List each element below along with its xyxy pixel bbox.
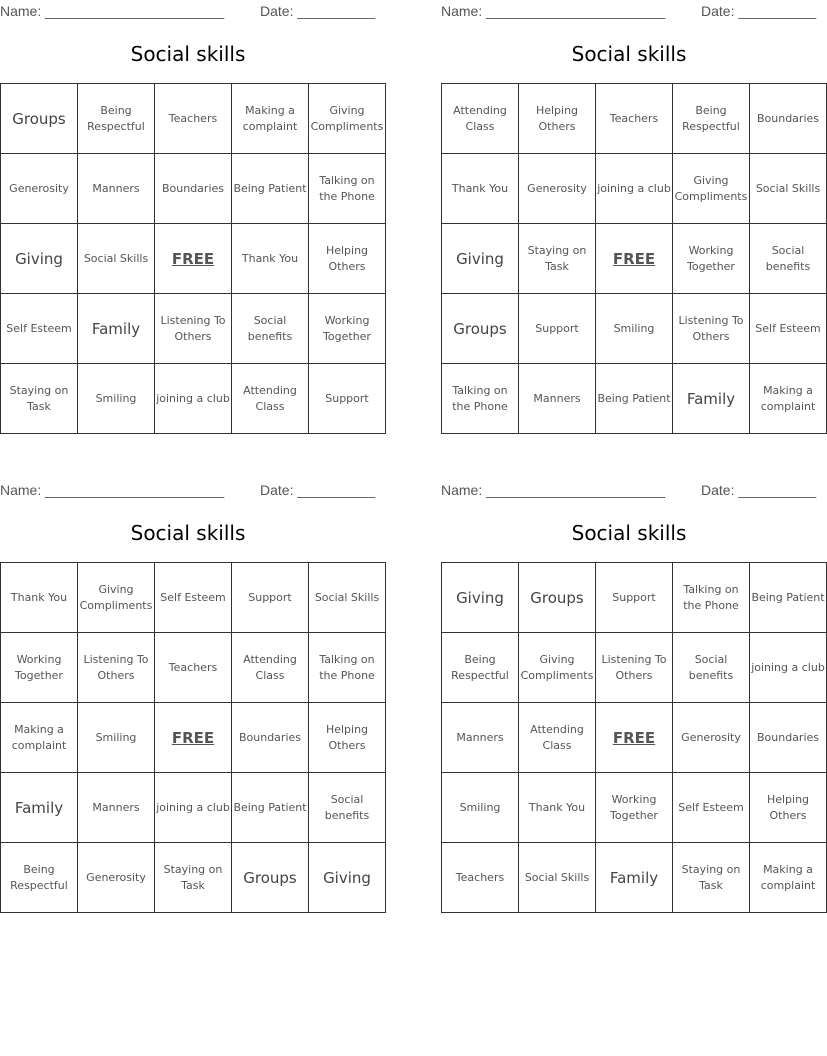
bingo-cell: Smiling (596, 294, 673, 364)
bingo-row (1, 84, 386, 154)
bingo-cell: Attending Class (519, 703, 596, 773)
bingo-cell: Social benefits (232, 294, 309, 364)
bingo-card (0, 0, 384, 436)
bingo-cell: Giving Compliments (519, 633, 596, 703)
card-title: Social skills (571, 42, 687, 66)
date-field: Date: __________ (260, 482, 376, 498)
bingo-row (442, 364, 827, 434)
name-date-line (441, 0, 817, 20)
bingo-cell: Manners (519, 364, 596, 434)
bingo-cell: Making a complaint (750, 843, 827, 913)
bingo-row (1, 364, 386, 434)
bingo-cell: Being Respectful (442, 633, 519, 703)
bingo-cell: Support (596, 563, 673, 633)
bingo-grid (0, 562, 386, 913)
bingo-cell: Working Together (673, 224, 750, 294)
bingo-cell: Talking on the Phone (673, 563, 750, 633)
bingo-cell: Self Esteem (1, 294, 78, 364)
bingo-cell: Family (673, 364, 750, 434)
bingo-cell: Staying on Task (673, 843, 750, 913)
free-space: FREE (596, 703, 673, 773)
bingo-cell: Social benefits (309, 773, 386, 843)
bingo-cell: Listening To Others (155, 294, 232, 364)
bingo-cell: Manners (78, 773, 155, 843)
bingo-row (1, 843, 386, 913)
bingo-cell: Helping Others (309, 224, 386, 294)
bingo-cell: Boundaries (155, 154, 232, 224)
bingo-row (442, 154, 827, 224)
bingo-card (441, 0, 821, 436)
bingo-cell: Manners (78, 154, 155, 224)
bingo-cell: Thank You (232, 224, 309, 294)
bingo-cell: Being Patient (750, 563, 827, 633)
bingo-row (442, 773, 827, 843)
bingo-cell: Listening To Others (673, 294, 750, 364)
bingo-cell: Generosity (519, 154, 596, 224)
bingo-cell: Working Together (596, 773, 673, 843)
bingo-cell: Talking on the Phone (309, 633, 386, 703)
bingo-cell: Thank You (442, 154, 519, 224)
bingo-cell: Generosity (673, 703, 750, 773)
bingo-cell: Boundaries (750, 84, 827, 154)
bingo-cell: joining a club (155, 364, 232, 434)
bingo-row (1, 154, 386, 224)
bingo-cell: Listening To Others (78, 633, 155, 703)
bingo-cell: Working Together (1, 633, 78, 703)
bingo-cell: Social Skills (309, 563, 386, 633)
bingo-cell: Social benefits (673, 633, 750, 703)
bingo-cell: Groups (519, 563, 596, 633)
bingo-row (442, 563, 827, 633)
bingo-cell: Thank You (1, 563, 78, 633)
bingo-cell: Family (596, 843, 673, 913)
card-title: Social skills (571, 521, 687, 545)
bingo-cell: Giving Compliments (309, 84, 386, 154)
card-title: Social skills (130, 42, 246, 66)
bingo-grid (0, 83, 386, 434)
bingo-cell: Social Skills (78, 224, 155, 294)
bingo-cell: Social Skills (519, 843, 596, 913)
bingo-row (442, 224, 827, 294)
bingo-row (1, 633, 386, 703)
bingo-cell: Making a complaint (750, 364, 827, 434)
bingo-cell: Social Skills (750, 154, 827, 224)
bingo-row (442, 703, 827, 773)
bingo-cell: Self Esteem (155, 563, 232, 633)
bingo-cell: Giving (442, 224, 519, 294)
bingo-cell: Teachers (596, 84, 673, 154)
bingo-cell: Working Together (309, 294, 386, 364)
bingo-row (1, 703, 386, 773)
free-space: FREE (155, 224, 232, 294)
bingo-cell: Being Patient (232, 773, 309, 843)
name-date-line (441, 479, 817, 499)
bingo-cell: Teachers (155, 633, 232, 703)
bingo-cell: Talking on the Phone (309, 154, 386, 224)
bingo-cell: Support (232, 563, 309, 633)
bingo-cell: Staying on Task (1, 364, 78, 434)
bingo-grid (441, 562, 827, 913)
name-field: Name: _______________________ (441, 3, 666, 19)
date-field: Date: __________ (260, 3, 376, 19)
bingo-cell: Attending Class (232, 364, 309, 434)
date-field: Date: __________ (701, 482, 817, 498)
bingo-cell: joining a club (596, 154, 673, 224)
bingo-cell: Helping Others (519, 84, 596, 154)
bingo-cell: Groups (442, 294, 519, 364)
bingo-row (1, 294, 386, 364)
name-field: Name: _______________________ (0, 482, 225, 498)
free-space: FREE (155, 703, 232, 773)
bingo-cell: Groups (1, 84, 78, 154)
bingo-cell: Self Esteem (673, 773, 750, 843)
bingo-cell: Attending Class (442, 84, 519, 154)
bingo-card (0, 479, 380, 915)
bingo-cell: Smiling (78, 703, 155, 773)
bingo-row (442, 843, 827, 913)
bingo-row (1, 224, 386, 294)
bingo-cell: Self Esteem (750, 294, 827, 364)
bingo-cell: Generosity (1, 154, 78, 224)
name-field: Name: _______________________ (0, 3, 225, 19)
bingo-cell: Helping Others (750, 773, 827, 843)
bingo-row (442, 633, 827, 703)
bingo-cell: Support (519, 294, 596, 364)
bingo-row (442, 84, 827, 154)
bingo-cell: Being Respectful (78, 84, 155, 154)
bingo-cell: Smiling (78, 364, 155, 434)
bingo-grid (441, 83, 827, 434)
bingo-cell: Talking on the Phone (442, 364, 519, 434)
bingo-cell: Generosity (78, 843, 155, 913)
free-space: FREE (596, 224, 673, 294)
bingo-card (441, 479, 825, 915)
bingo-cell: Teachers (155, 84, 232, 154)
bingo-cell: Staying on Task (155, 843, 232, 913)
bingo-cell: Family (78, 294, 155, 364)
bingo-cell: Manners (442, 703, 519, 773)
bingo-cell: Helping Others (309, 703, 386, 773)
bingo-cell: Giving (442, 563, 519, 633)
bingo-cell: Making a complaint (1, 703, 78, 773)
bingo-cell: Attending Class (232, 633, 309, 703)
name-date-line (0, 479, 376, 499)
bingo-cell: Giving Compliments (673, 154, 750, 224)
bingo-cell: Boundaries (750, 703, 827, 773)
bingo-row (1, 773, 386, 843)
name-field: Name: _______________________ (441, 482, 666, 498)
bingo-cell: Being Patient (596, 364, 673, 434)
bingo-cell: Making a complaint (232, 84, 309, 154)
bingo-cell: Social benefits (750, 224, 827, 294)
card-title: Social skills (130, 521, 246, 545)
bingo-cell: joining a club (155, 773, 232, 843)
bingo-cell: Family (1, 773, 78, 843)
bingo-cell: Giving (1, 224, 78, 294)
bingo-cell: Being Respectful (1, 843, 78, 913)
bingo-cell: Being Patient (232, 154, 309, 224)
bingo-cell: Teachers (442, 843, 519, 913)
bingo-row (1, 563, 386, 633)
bingo-cell: Support (309, 364, 386, 434)
bingo-cell: joining a club (750, 633, 827, 703)
bingo-cell: Thank You (519, 773, 596, 843)
bingo-cell: Giving (309, 843, 386, 913)
bingo-cell: Giving Compliments (78, 563, 155, 633)
bingo-cell: Being Respectful (673, 84, 750, 154)
bingo-cell: Listening To Others (596, 633, 673, 703)
date-field: Date: __________ (701, 3, 817, 19)
bingo-cell: Staying on Task (519, 224, 596, 294)
bingo-cell: Boundaries (232, 703, 309, 773)
name-date-line (0, 0, 376, 20)
bingo-row (442, 294, 827, 364)
bingo-cell: Groups (232, 843, 309, 913)
bingo-cell: Smiling (442, 773, 519, 843)
